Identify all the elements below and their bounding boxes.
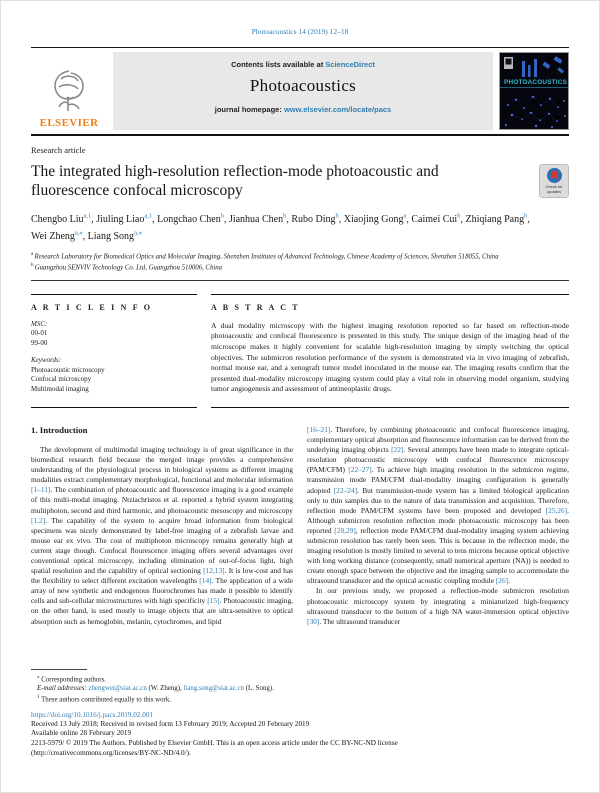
footnote-rule bbox=[31, 669, 87, 670]
page-header-citation[interactable]: Photoacoustics 14 (2019) 12–18 bbox=[251, 27, 349, 36]
contents-prefix: Contents lists available at bbox=[231, 60, 326, 69]
header-rule-top bbox=[31, 47, 569, 48]
journal-banner bbox=[31, 52, 569, 130]
elsevier-logo-text: ELSEVIER bbox=[39, 117, 99, 129]
affiliation-list bbox=[31, 251, 569, 273]
contents-line bbox=[113, 60, 493, 69]
affiliation-divider bbox=[31, 280, 569, 281]
article-info-heading: A R T I C L E I N F O bbox=[31, 302, 153, 312]
journal-title: Photoacoustics bbox=[249, 76, 357, 95]
msc-code: 00-01 bbox=[31, 329, 48, 338]
keyword: Multimodal imaging bbox=[31, 384, 89, 393]
copyright-line: 2213-5979/ © 2019 The Authors. Published by Elsevier GmbH. This is an open access article under the CC BY-NC-ND license bbox=[31, 739, 398, 748]
email-label: E-mail addresses: bbox=[37, 685, 89, 693]
abstract-panel bbox=[211, 294, 569, 408]
svg-text:PHOTOACOUSTICS: PHOTOACOUSTICS bbox=[504, 79, 568, 86]
email-link-song[interactable]: liang.song@siat.ac.cn bbox=[183, 685, 244, 693]
doi-link[interactable]: https://doi.org/10.1016/j.pacs.2019.02.001 bbox=[31, 710, 154, 719]
email-addresses-note: E-mail addresses: zhengwei@siat.ac.cn (W. Zheng), liang.song@siat.ac.cn (L. Song). bbox=[37, 685, 274, 693]
check-updates-label: Check for updates bbox=[545, 184, 563, 194]
author: Wei Zheng$^{a,⁎}$, bbox=[31, 229, 88, 242]
elsevier-logo[interactable] bbox=[31, 52, 107, 130]
introduction-section bbox=[31, 425, 569, 627]
email-link-zheng[interactable]: zhengwei@siat.ac.cn bbox=[88, 685, 147, 693]
footnote-block bbox=[31, 669, 569, 759]
keyword: Confocal microscopy bbox=[31, 375, 92, 384]
author-list bbox=[31, 210, 531, 243]
banner-center bbox=[113, 52, 493, 130]
body-paragraph: In our previous study, we proposed a reflection-mode submicron resolution photoacoustic microscopy system by integrating a miniaturized high-frequency ultrasound transducer to the bottom of a high NA water-immersion optical objective [30]. The ultrasound transducer bbox=[307, 586, 569, 626]
author: Zhiqiang Pang$^b$, bbox=[465, 213, 530, 226]
available-online: Available online 28 February 2019 bbox=[31, 729, 132, 738]
msc-code: 99-00 bbox=[31, 338, 48, 347]
author: Liang Song$^{a,⁎}$ bbox=[87, 229, 142, 242]
msc-label: MSC: bbox=[31, 319, 48, 328]
keywords-label: Keywords: bbox=[31, 356, 62, 365]
homepage-line bbox=[113, 105, 493, 114]
author: Jianhua Chen$^b$, bbox=[228, 213, 292, 226]
article-title: The integrated high-resolution reflection-mode photoacoustic and fluorescence confocal microscopy bbox=[31, 163, 439, 199]
elsevier-tree-icon bbox=[47, 67, 91, 119]
body-paragraph: [16–21]. Therefore, by combining photoacoustic and confocal fluorescence imaging, complementary optical absorption and fluorescence information can be derived from the underlying imaging objects [22]. Several attempts have been made to integrate optical-resolution photoacoustic microscopy with confocal fluorescence microscopy (PAM/CFM) [22–27]. To achieve high imaging resolution in the submicron regime, transmission mode PAM/CFM dual-modality imaging configuration is generally adopted [22–24]. But transmission-mode system has a limited biological application only to thin samples due to the nature of data transmission and acquisition. Therefore, reflection mode PAM/CFM systems have been proposed and developed [25,26]. Although submicron resolution reflection mode photoacoustic microscopy has been reported [28,29], reflection mode PAM/CFM dual-modality imaging system achieving submicron resolution has rarely been seen. This is because in the reflection mode, the imaging resolution is mostly limited to several to tens microns because optical objective with long working distance (consequently, small numerical aperture (NA)) is needed to create enough space between the objective and the imaging sample to accommodate the ultrasound transducer and the optical acoustic coupling module [26]. bbox=[307, 424, 569, 586]
abstract-text: A dual modality microscopy with the highest imaging resolution reported so far based on reflection-mode photoacoustic and confocal fluorescence is presented in this study. The unique design of the imaging head of the microscope makes it highly convenient for scalable high-resolution imaging by simply switching the optical objectives. The submicron resolution performance of the system is demonstrated via in vivo imaging of zebrafish, normal mouse ear, and a xenograft tumor model inoculated in the mouse ear. The imaging results confirm that the presented dual-modality microscopy imaging system could play a vital role in observing model organism, studying tumor angiogenesis and assessment of antineoplastic drugs. bbox=[211, 320, 569, 394]
intro-column-right bbox=[307, 425, 569, 627]
author: Chengbo Liu$^{a,1}$, bbox=[31, 213, 97, 226]
homepage-prefix: journal homepage: bbox=[214, 105, 284, 114]
article-type-label: Research article bbox=[31, 145, 86, 155]
intro-column-left bbox=[31, 425, 293, 627]
author: Longchao Chen$^b$, bbox=[157, 213, 229, 226]
author: Caimei Cui$^b$, bbox=[411, 213, 466, 226]
author: Xiaojing Gong$^a$, bbox=[343, 213, 412, 226]
homepage-link[interactable]: www.elsevier.com/locate/pacs bbox=[283, 105, 392, 114]
received-dates: Received 13 July 2018; Received in revised form 13 February 2019; Accepted 20 February 2019 bbox=[31, 719, 310, 728]
sciencedirect-link[interactable]: ScienceDirect bbox=[325, 60, 375, 69]
equal-contribution-note: $^1$ These authors contributed equally to this work. bbox=[37, 695, 172, 704]
affiliation: $^b$ Guangzhou SENVIV Technology Co. Ltd, Guangzhou 510006, China bbox=[31, 262, 223, 271]
check-for-updates-badge[interactable] bbox=[539, 164, 569, 198]
keyword: Photoacoustic microscopy bbox=[31, 365, 105, 374]
check-updates-icon bbox=[547, 168, 562, 183]
introduction-heading: 1. Introduction bbox=[31, 424, 88, 435]
body-paragraph: The development of multimodal imaging technology is of great significance in the biomedical research field because the merged image provides a comprehensive understanding of the physiological process in biological systems as different imaging modalities extract complementary morphological, functional and molecular information [1–11]. The combination of photoacoustic and fluorescence imaging is a good example of this multi-modal imaging. Ntziachristos et al. reported a hybrid system integrating multiphoton, second and third harmonic, and photoacoustic mesoscopy and microscopy [1,2]. The capability of the system to acquire broad information from biological specimens was nicely demonstrated by label-free imaging of a zebrafish larvae and mouse ear ex vivo. The cost of multiphoton microscopy remains generally high at current stage though. Confocal flourescence imaging offers several advantages over conventional optical microscopy, including elimination of out-of-focus light, high spatial resolution and the capability of optical sectioning [12,13]. It is low-cost and has the flexibility to select different excitation wavelengths [14]. The application of a wide array of new synthetic and endogenous fluorochromes has made it possible to identify cells and sub-cellular microstructures with high specificity [15]. Photoacoustic imaging, on the other hand, is used mostly to image objects that are ultra-sensitive to optical absorption such as hemoglobin, melanin, cytochromes, and lipid bbox=[31, 444, 293, 626]
author: Rubo Ding$^b$, bbox=[291, 213, 344, 226]
affiliation: $^a$ Research Laboratory for Biomedical Optics and Molecular Imaging, Shenzhen Institutes of Advanced Technology, Chinese Academy of Sciences, Shenzhen 518055, China bbox=[31, 251, 499, 260]
author: Jiuling Liao$^{a,1}$, bbox=[96, 213, 158, 226]
article-info-panel bbox=[31, 294, 197, 408]
license-url-line: (http://creativecommons.org/licenses/BY-NC-ND/4.0/). bbox=[31, 748, 191, 757]
abstract-heading: A B S T R A C T bbox=[211, 302, 300, 312]
journal-cover-thumbnail[interactable] bbox=[499, 52, 569, 130]
corresponding-authors-note: ⁎ Corresponding authors. bbox=[37, 675, 106, 684]
header-rule-bottom bbox=[31, 134, 569, 136]
